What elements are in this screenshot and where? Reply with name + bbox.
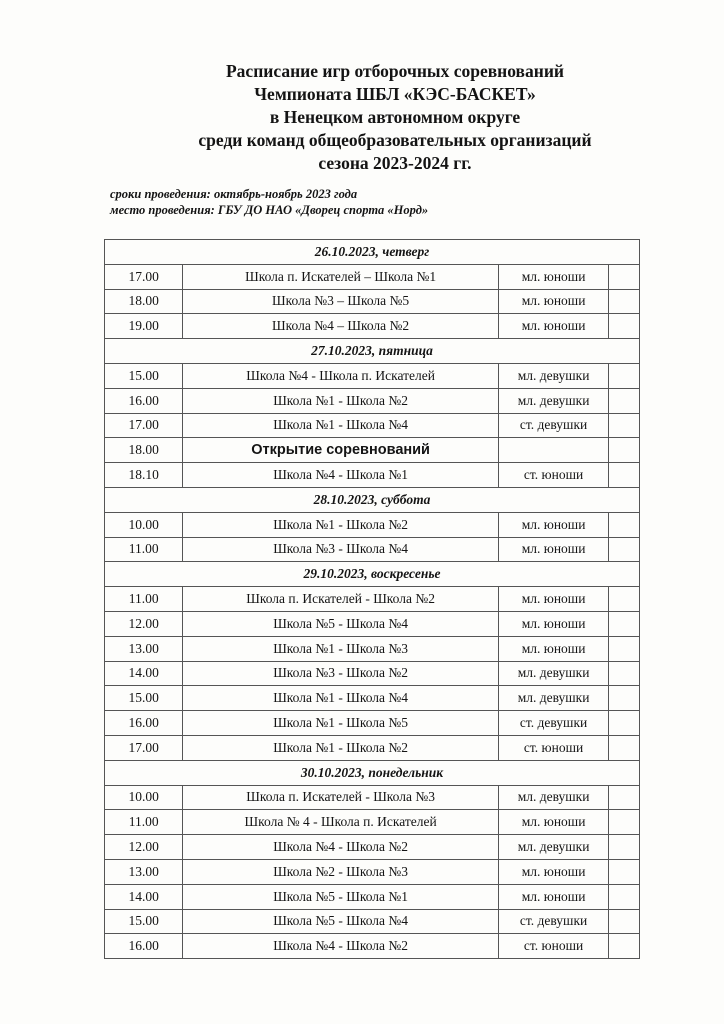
time-cell: 18.00 xyxy=(105,289,183,314)
category-cell: мл. девушки xyxy=(498,388,609,413)
game-row xyxy=(105,388,640,413)
match-cell: Школа №1 - Школа №2 xyxy=(183,388,498,413)
category-cell: мл. девушки xyxy=(498,835,609,860)
time-cell: 11.00 xyxy=(105,587,183,612)
category-cell: мл. девушки xyxy=(498,661,609,686)
game-row xyxy=(105,587,640,612)
category-cell: мл. юноши xyxy=(498,314,609,339)
schedule-body xyxy=(105,240,640,959)
time-cell: 13.00 xyxy=(105,636,183,661)
time-cell: 15.00 xyxy=(105,686,183,711)
time-cell: 17.00 xyxy=(105,264,183,289)
match-cell: Школа №5 - Школа №4 xyxy=(183,909,498,934)
empty-cell xyxy=(609,413,640,438)
schedule-table xyxy=(104,239,640,959)
empty-cell xyxy=(609,810,640,835)
day-header-row xyxy=(105,240,640,265)
time-cell: 10.00 xyxy=(105,512,183,537)
event-info xyxy=(110,186,428,218)
time-cell: 17.00 xyxy=(105,413,183,438)
dates-line: сроки проведения: октябрь-ноябрь 2023 года xyxy=(110,187,358,201)
game-row xyxy=(105,512,640,537)
game-row xyxy=(105,835,640,860)
match-cell: Школа №5 - Школа №1 xyxy=(183,884,498,909)
time-cell: 14.00 xyxy=(105,884,183,909)
game-row xyxy=(105,785,640,810)
empty-cell xyxy=(609,363,640,388)
game-row xyxy=(105,611,640,636)
empty-cell xyxy=(609,884,640,909)
game-row xyxy=(105,463,640,488)
game-row xyxy=(105,289,640,314)
title-line: среди команд общеобразовательных организаций xyxy=(198,130,592,150)
match-cell: Школа №1 - Школа №2 xyxy=(183,735,498,760)
category-cell: мл. юноши xyxy=(498,884,609,909)
day-header-row xyxy=(105,339,640,364)
day-label: 26.10.2023, четверг xyxy=(105,240,640,265)
match-cell: Школа №1 - Школа №4 xyxy=(183,413,498,438)
game-row xyxy=(105,884,640,909)
match-cell: Школа п. Искателей – Школа №1 xyxy=(183,264,498,289)
category-cell: мл. девушки xyxy=(498,686,609,711)
category-cell: мл. юноши xyxy=(498,537,609,562)
game-row xyxy=(105,686,640,711)
match-cell: Школа №3 – Школа №5 xyxy=(183,289,498,314)
game-row xyxy=(105,264,640,289)
game-row xyxy=(105,859,640,884)
empty-cell xyxy=(609,835,640,860)
empty-cell xyxy=(609,611,640,636)
game-row xyxy=(105,909,640,934)
empty-cell xyxy=(609,463,640,488)
empty-cell xyxy=(609,636,640,661)
match-cell: Школа №1 - Школа №2 xyxy=(183,512,498,537)
time-cell: 13.00 xyxy=(105,859,183,884)
time-cell: 16.00 xyxy=(105,711,183,736)
category-cell: мл. юноши xyxy=(498,636,609,661)
day-header-row xyxy=(105,487,640,512)
day-label: 29.10.2023, воскресенье xyxy=(105,562,640,587)
day-header-row xyxy=(105,562,640,587)
game-row xyxy=(105,363,640,388)
match-cell: Школа №3 - Школа №2 xyxy=(183,661,498,686)
empty-cell xyxy=(609,661,640,686)
title-line: Чемпионата ШБЛ «КЭС-БАСКЕТ» xyxy=(254,84,536,104)
time-cell: 12.00 xyxy=(105,835,183,860)
category-cell xyxy=(498,438,609,463)
game-row xyxy=(105,413,640,438)
day-label: 28.10.2023, суббота xyxy=(105,487,640,512)
time-cell: 19.00 xyxy=(105,314,183,339)
match-cell: Школа №3 - Школа №4 xyxy=(183,537,498,562)
game-row xyxy=(105,661,640,686)
match-cell: Школа п. Искателей - Школа №2 xyxy=(183,587,498,612)
empty-cell xyxy=(609,785,640,810)
venue-line: место проведения: ГБУ ДО НАО «Дворец спорта «Норд» xyxy=(110,203,429,217)
empty-cell xyxy=(609,587,640,612)
category-cell: мл. юноши xyxy=(498,289,609,314)
time-cell: 15.00 xyxy=(105,909,183,934)
empty-cell xyxy=(609,909,640,934)
time-cell: 15.00 xyxy=(105,363,183,388)
title-line: Расписание игр отборочных соревнований xyxy=(225,61,565,81)
day-label: 27.10.2023, пятница xyxy=(105,339,640,364)
match-cell: Открытие соревнований xyxy=(183,438,498,463)
time-cell: 16.00 xyxy=(105,388,183,413)
empty-cell xyxy=(609,711,640,736)
time-cell: 11.00 xyxy=(105,537,183,562)
time-cell: 14.00 xyxy=(105,661,183,686)
game-row xyxy=(105,537,640,562)
match-cell: Школа №4 - Школа п. Искателей xyxy=(183,363,498,388)
time-cell: 18.10 xyxy=(105,463,183,488)
time-cell: 16.00 xyxy=(105,934,183,959)
game-row xyxy=(105,314,640,339)
match-cell: Школа №2 - Школа №3 xyxy=(183,859,498,884)
category-cell: ст. юноши xyxy=(498,735,609,760)
day-header-row xyxy=(105,760,640,785)
time-cell: 12.00 xyxy=(105,611,183,636)
match-cell: Школа №1 - Школа №4 xyxy=(183,686,498,711)
time-cell: 17.00 xyxy=(105,735,183,760)
game-row xyxy=(105,636,640,661)
match-cell: Школа № 4 - Школа п. Искателей xyxy=(183,810,498,835)
game-row xyxy=(105,711,640,736)
category-cell: мл. юноши xyxy=(498,611,609,636)
empty-cell xyxy=(609,686,640,711)
document-title xyxy=(90,60,700,175)
category-cell: ст. девушки xyxy=(498,711,609,736)
empty-cell xyxy=(609,438,640,463)
game-row xyxy=(105,735,640,760)
match-cell: Школа №5 - Школа №4 xyxy=(183,611,498,636)
category-cell: ст. юноши xyxy=(498,934,609,959)
title-line: сезона 2023-2024 гг. xyxy=(318,153,472,173)
match-cell: Школа №1 - Школа №3 xyxy=(183,636,498,661)
opening-ceremony-row xyxy=(105,438,640,463)
empty-cell xyxy=(609,289,640,314)
match-cell: Школа №4 – Школа №2 xyxy=(183,314,498,339)
match-cell: Школа №4 - Школа №2 xyxy=(183,934,498,959)
match-cell: Школа №4 - Школа №2 xyxy=(183,835,498,860)
category-cell: мл. юноши xyxy=(498,587,609,612)
empty-cell xyxy=(609,314,640,339)
time-cell: 11.00 xyxy=(105,810,183,835)
game-row xyxy=(105,810,640,835)
category-cell: ст. девушки xyxy=(498,909,609,934)
category-cell: мл. юноши xyxy=(498,859,609,884)
category-cell: мл. девушки xyxy=(498,363,609,388)
time-cell: 10.00 xyxy=(105,785,183,810)
match-cell: Школа п. Искателей - Школа №3 xyxy=(183,785,498,810)
match-cell: Школа №1 - Школа №5 xyxy=(183,711,498,736)
empty-cell xyxy=(609,512,640,537)
game-row xyxy=(105,934,640,959)
empty-cell xyxy=(609,388,640,413)
empty-cell xyxy=(609,735,640,760)
empty-cell xyxy=(609,934,640,959)
match-cell: Школа №4 - Школа №1 xyxy=(183,463,498,488)
title-line: в Ненецком автономном округе xyxy=(269,107,521,127)
empty-cell xyxy=(609,537,640,562)
empty-cell xyxy=(609,264,640,289)
time-cell: 18.00 xyxy=(105,438,183,463)
empty-cell xyxy=(609,859,640,884)
category-cell: мл. юноши xyxy=(498,264,609,289)
category-cell: ст. юноши xyxy=(498,463,609,488)
category-cell: мл. юноши xyxy=(498,810,609,835)
category-cell: ст. девушки xyxy=(498,413,609,438)
category-cell: мл. девушки xyxy=(498,785,609,810)
category-cell: мл. юноши xyxy=(498,512,609,537)
day-label: 30.10.2023, понедельник xyxy=(105,760,640,785)
